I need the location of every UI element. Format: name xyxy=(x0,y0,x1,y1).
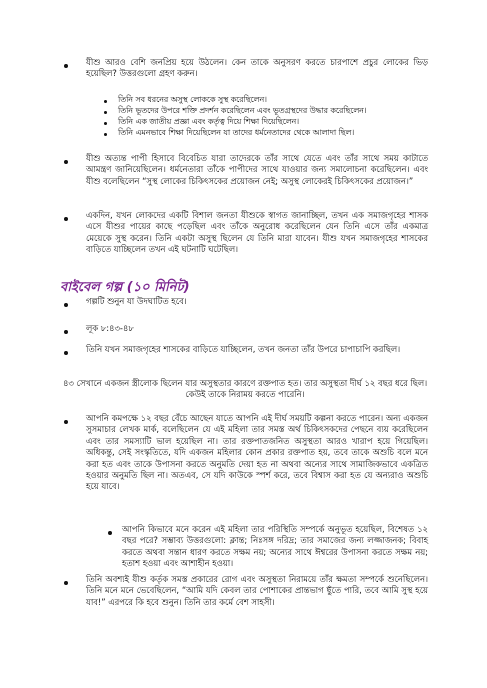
paragraph-popularity: যীশু আরও বেশি জনপ্রিয় হয়ে উঠলেন। কেন তাকে অনুসরণ করতে চারপাশে প্রচুর লোকের ভিড় হয়েছিল? উত্তরগুলো গ্রহণ করুন। xyxy=(86,57,428,79)
sub-bullet-dot xyxy=(104,122,107,125)
bullet-dot xyxy=(64,64,68,68)
answer-item: তিনি সব ধরনের অসুস্থ লোককে সুস্থ করেছিলেন। xyxy=(118,95,267,104)
story-item: গল্পটি শুনুন যা উদঘাটিত হবে। xyxy=(86,296,187,306)
answer-item: তিনি এক জাতীয় প্রজ্ঞা এবং কর্তৃত্ব দিয়ে শিক্ষা দিয়েছিলেন। xyxy=(118,117,299,126)
bullet-dot xyxy=(64,330,68,334)
paragraph-synagogue-ruler: একদিন, যখন লোকদের একটি বিশাল জনতা যীশুকে স্বাগত জানাচ্ছিল, তখন এক সমাজগৃহের শাসক এসে যীশুর পায়ের কাছে পড়েছিল এবং তাঁকে অনুরোধ করেছিলেন যেন তিনি এসে তাঁর একমাত্র মেয়েকে সুস্থ করেন। তিনি একটা অসুস্থ ছিলেন যে তিনি মারা যাবেন। যীশু যখন সমাজগৃহের শাসকের বাড়িতে যাচ্ছিলেন তখন এই ঘটনাটি ঘটেছিল। xyxy=(86,210,428,255)
bullet-dot xyxy=(64,303,68,307)
paragraph-sinners: যীশু অত্যন্ত পাপী হিসাবে বিবেচিত যারা তাদেরকে তাঁর সাথে যেতে এবং তাঁর সাথে সময় কাটাতে আমন্ত্রণ জানিয়েছিলেন। ধর্মনেতারা তাঁকে পাপীদের সাথে যাওয়ার জন্য সমালোচনা করেছিলেন। এবং যীশু বলেছিলেন “সুস্থ লোকের চিকিৎসকের প্রয়োজন নেই; অসুস্থ লোকেরই চিকিৎসকের প্রয়োজন।” xyxy=(86,153,428,186)
answer-item: তিনি এমনভাবে শিক্ষা দিয়েছিলেন যা তাদের ধর্মনেতাদের থেকে আলাদা ছিল। xyxy=(118,128,355,137)
bullet-dot xyxy=(64,420,68,424)
sub-bullet-dot xyxy=(108,531,112,535)
paragraph-twelve-years: আপনি কমপক্ষে ১২ বছর বেঁচে আছেন যাতে আপনি এই দীর্ঘ সময়টি কল্পনা করতে পারেন। অন্য একজন সুসমাচার লেখক মার্ক, বলেছিলেন যে এই মহিলা তার সমস্ত অর্থ চিকিৎসকদের পেছনে ব্যয় করেছিলেন এবং তার সমস্যাটি ভাল হয়েছিল না। তার রক্তপাতজনিত অসুস্থতা আরও খারাপ হয়ে গিয়েছিল। অধিকন্তু, সেই সংস্কৃতিতে, যদি একজন মহিলার কোন প্রকার রক্তপাত হয়, তবে তাকে অশুচি বলে মনে করা হত এবং তাকে উপাসনা করতে অনুমতি দেয়া হত না অথবা অন্যের সাথে সামাজিকভাবে একত্রিত হওয়ার অনুমতি ছিল না। অতএব, সে যদি কাউকে স্পর্শ করে, তবে বিশ্বাস করা হত যে অন্যরাও অশুচি হয়ে যাবে। xyxy=(86,413,428,492)
bullet-dot xyxy=(64,217,68,221)
sub-bullet-dot xyxy=(104,111,107,114)
story-item: তিনি যখন সমাজগৃহের শাসকের বাড়িতে যাচ্ছিলেন, তখন জনতা তাঁর উপরে চাপাচাপি করছিল। xyxy=(86,344,401,354)
bullet-dot xyxy=(64,160,68,164)
scripture-reference: লূক ৮:৪৩-৪৮ xyxy=(86,323,134,333)
paragraph-touch-garment: তিনি অবশ্যই যীশু কর্তৃক সমস্ত প্রকারের রোগ এবং অসুস্থতা নিরাময়ে তাঁর ক্ষমতা সম্পর্কে শুনেছিলেন। তিনি মনে মনে ভেবেছিলেন, “আমি যদি কেবল তার পোশাকের প্রান্তভাগ ছুঁতে পারি, তবে আমি সুস্থ হয়ে যাব!” এরপরে কি হবে শুনুন। তিনি তার কর্মে বেশ সাহসী। xyxy=(86,574,428,607)
bullet-dot xyxy=(64,581,68,585)
sub-bullet-dot xyxy=(104,133,107,136)
sub-bullet-dot xyxy=(104,100,107,103)
scripture-verse: ৪৩ সেখানে একজন স্ত্রীলোক ছিলেন যার অসুস্থতার কারণে রক্তপাত হত। তার অসুস্থতা দীর্ঘ ১২ বছর ধরে ছিল। কেউই তাকে নিরাময় করতে পারেনি। xyxy=(62,378,428,400)
answer-item: তিনি ভূতদের উপরে শক্তি প্রদর্শন করেছিলেন এবং ভূতগ্রস্থদের উদ্ধার করেছিলেন। xyxy=(118,106,367,115)
question-feelings: আপনি কিভাবে মনে করেন এই মহিলা তার পরিস্থিতি সম্পর্কে অনুভূত হয়েছিল, বিশেষত ১২ বছর পরে? সম্ভাব্য উত্তরগুলো: ক্লান্ত; নিঃসঙ্গ দরিদ্র; তার সমাজের জন্য লজ্জাজনক; বিবাহ করতে অথবা সন্তান ধারণ করতে সক্ষম নয়; অন্যের সাথে ঈশ্বরের উপাসনা করতে সক্ষম নয়; হতাশ হওয়া এবং আশাহীন হওয়া। xyxy=(122,524,428,569)
section-heading: বাইবেল গল্প (১০ মিনিট) xyxy=(60,280,190,295)
bullet-dot xyxy=(64,351,68,355)
